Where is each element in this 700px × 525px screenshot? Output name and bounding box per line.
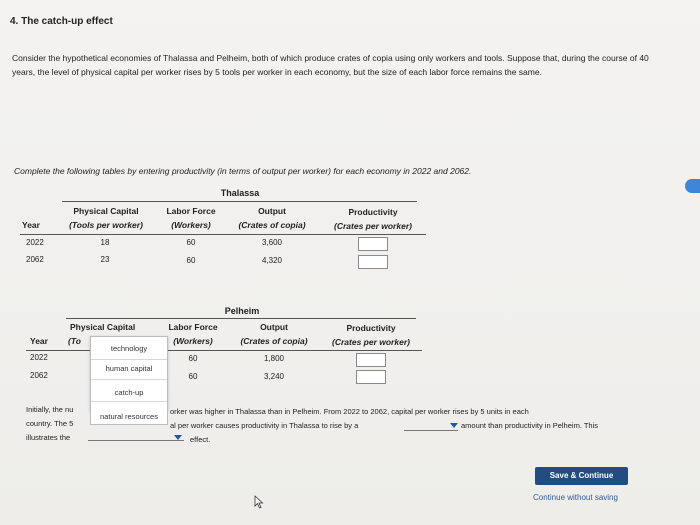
conclusion-line2-mid: al per worker causes productivity in Thalassa to rise by a	[170, 421, 359, 430]
pelheim-header-capital-unit: (To	[68, 336, 81, 346]
thalassa-top-rule	[62, 201, 417, 202]
effect-chevron-down-icon[interactable]	[174, 435, 182, 440]
question-title: 4. The catch-up effect	[10, 16, 113, 27]
conclusion-line1-end: orker was higher in Thalassa than in Pelheim. From 2022 to 2062, capital per worker rises by 5 units in each	[170, 407, 529, 416]
pelheim-header-year: Year	[30, 336, 48, 346]
pelheim-row-output: 3,240	[263, 372, 285, 381]
conclusion-line3-start: illustrates the	[26, 433, 71, 442]
thalassa-header-output: Output (Crates of copia)	[238, 206, 306, 230]
conclusion-line3-end: effect.	[190, 435, 211, 444]
mouse-cursor-icon	[254, 495, 264, 509]
pelheim-header-capital: Physical Capital	[70, 322, 136, 332]
table-instruction: Complete the following tables by entering productivity (in terms of output per worker) for each economy in 2022 and 2062.	[14, 166, 472, 176]
thalassa-row-capital: 18	[100, 238, 110, 247]
side-panel-tab[interactable]	[685, 179, 700, 193]
pelheim-top-rule	[66, 318, 416, 319]
pelheim-row-year: 2062	[30, 371, 48, 380]
dropdown-divider	[91, 379, 167, 380]
save-continue-button[interactable]: Save & Continue	[535, 467, 628, 485]
pelheim-header-labor: Labor Force (Workers)	[168, 322, 218, 346]
dropdown-option-catch-up[interactable]: catch-up	[114, 388, 144, 397]
thalassa-header-rule	[20, 234, 426, 235]
thalassa-row-labor: 60	[186, 256, 196, 265]
pelheim-row-output: 1,800	[263, 354, 285, 363]
thalassa-header-year: Year	[22, 220, 40, 230]
comparison-chevron-down-icon[interactable]	[450, 423, 458, 428]
effect-select[interactable]	[88, 440, 184, 441]
dropdown-option-natural-resources[interactable]: natural resources	[90, 410, 168, 425]
pelheim-2062-productivity-input[interactable]	[356, 370, 386, 384]
thalassa-row-labor: 60	[186, 238, 196, 247]
thalassa-header-productivity: Productivity (Crates per worker)	[334, 207, 412, 231]
pelheim-header-rule	[26, 350, 422, 351]
thalassa-row-output: 3,600	[261, 238, 283, 247]
effect-dropdown-menu	[90, 336, 168, 411]
pelheim-row-year: 2022	[30, 353, 48, 362]
thalassa-2062-productivity-input[interactable]	[358, 255, 388, 269]
dropdown-divider	[91, 359, 167, 360]
question-intro: Consider the hypothetical economies of Thalassa and Pelheim, both of which produce crates of copia using only workers and tools. Suppose that, during the course of 40 years, the level of physical capital per worker rises by 5 tools per worker in each economy, but the size of each labor force remains the same.	[12, 53, 649, 77]
pelheim-row-labor: 60	[188, 372, 198, 381]
thalassa-row-year: 2022	[26, 238, 44, 247]
dropdown-option-human-capital[interactable]: human capital	[105, 364, 153, 373]
thalassa-2022-productivity-input[interactable]	[358, 237, 388, 251]
conclusion-line2-start: country. The 5	[26, 419, 74, 428]
comparison-select[interactable]	[404, 430, 458, 431]
thalassa-header-capital: Physical Capital (Tools per worker)	[69, 206, 143, 230]
pelheim-header-output: Output (Crates of copia)	[240, 322, 308, 346]
thalassa-row-output: 4,320	[261, 256, 283, 265]
pelheim-header-productivity: Productivity (Crates per worker)	[332, 323, 410, 347]
pelheim-row-labor: 60	[188, 354, 198, 363]
conclusion-line1-start: Initially, the nu	[26, 405, 74, 414]
continue-without-saving-link[interactable]: Continue without saving	[533, 493, 618, 502]
dropdown-option-technology[interactable]: technology	[110, 344, 148, 353]
conclusion-line2-end: amount than productivity in Pelheim. This	[461, 421, 599, 430]
thalassa-title: Thalassa	[220, 188, 260, 198]
thalassa-header-labor: Labor Force (Workers)	[166, 206, 216, 230]
thalassa-row-capital: 23	[100, 255, 110, 264]
pelheim-2022-productivity-input[interactable]	[356, 353, 386, 367]
pelheim-title: Pelheim	[224, 306, 260, 316]
thalassa-row-year: 2062	[26, 255, 44, 264]
dropdown-divider	[91, 401, 167, 402]
